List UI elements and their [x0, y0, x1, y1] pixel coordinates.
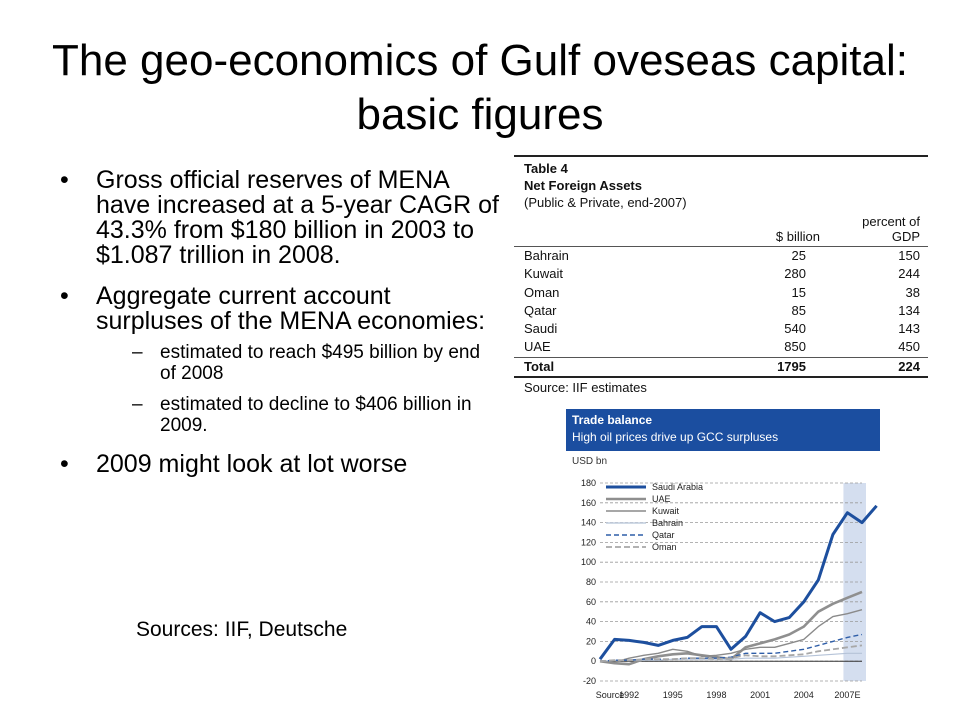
y-tick-label: 0: [590, 656, 596, 667]
cell-gdp: 450: [898, 339, 920, 355]
table-header: [514, 155, 928, 212]
legend-label: Kuwait: [652, 506, 680, 516]
cell-usd: 280: [784, 266, 806, 282]
cell-usd: 15: [791, 284, 806, 300]
y-tick-label: 180: [580, 478, 596, 488]
legend-label: Qatar: [652, 530, 675, 540]
cell-usd: 540: [784, 321, 806, 337]
table-total-row: [514, 357, 928, 378]
table-row: [514, 265, 928, 283]
subbullet-2009: – estimated to decline to $406 billion in 2009.: [132, 394, 500, 436]
table-row: [514, 320, 928, 338]
table-row: [514, 247, 928, 265]
chart-title: Trade balance: [572, 413, 653, 427]
table-subtitle: (Public & Private, end-2007): [524, 195, 687, 210]
y-tick-label: -20: [582, 676, 596, 686]
table-column-headers: [514, 212, 928, 247]
y-tick-label: 160: [580, 497, 596, 508]
y-tick-label: 60: [585, 596, 596, 607]
x-tick-label: Source: [595, 690, 625, 700]
cell-country: Total: [524, 358, 555, 374]
cell-country: UAE: [524, 339, 551, 355]
x-tick-label: 1998: [706, 690, 727, 700]
bullet-list: [60, 168, 500, 493]
x-tick-label: 1995: [662, 690, 683, 700]
sources-text: Sources: IIF, Deutsche: [136, 618, 348, 641]
cell-usd: 1795: [777, 358, 806, 374]
cell-usd: 25: [791, 248, 806, 263]
table-source: Source: IIF estimates: [524, 380, 647, 396]
cell-usd: 850: [784, 339, 806, 355]
series-line-saudi-arabia: [600, 506, 877, 659]
cell-country: Bahrain: [524, 248, 569, 263]
table-row: [514, 338, 928, 356]
table-title: Net Foreign Assets: [524, 178, 642, 193]
chart-banner: [566, 409, 880, 451]
table-row: [514, 302, 928, 320]
cell-country: Kuwait: [524, 266, 564, 282]
net-foreign-assets-table: [514, 155, 928, 398]
series-line-kuwait: [600, 610, 862, 663]
column-header-usd: $ billion: [775, 229, 820, 244]
column-header-gdp: [862, 214, 920, 244]
column-header-gdp-line1: percent of: [862, 214, 920, 229]
cell-gdp: 150: [898, 248, 920, 263]
y-tick-label: 40: [585, 616, 596, 627]
subbullet-list: [96, 342, 500, 436]
x-tick-label: 1992: [619, 690, 640, 700]
table-row: [514, 284, 928, 302]
y-tick-label: 20: [585, 636, 596, 647]
x-tick-label: 2004: [793, 690, 814, 700]
column-header-gdp-line2: GDP: [891, 229, 920, 244]
y-tick-label: 120: [580, 537, 596, 548]
chart-subtitle: High oil prices drive up GCC surpluses: [572, 430, 779, 444]
cell-usd: 85: [791, 302, 806, 318]
cell-gdp: 38: [905, 284, 920, 300]
x-tick-label: 2007E: [834, 690, 861, 700]
bullet-surpluses: [60, 284, 500, 436]
trade-balance-chart: [566, 409, 880, 720]
subbullet-2008: – estimated to reach $495 billion by end of 2008: [132, 342, 500, 384]
cell-country: Saudi: [524, 321, 558, 337]
x-tick-label: 2001: [750, 690, 771, 700]
y-tick-label: 140: [580, 517, 596, 528]
legend-label: UAE: [652, 494, 671, 504]
slide-title: The geo-economics of Gulf oveseas capital: basic figures: [51, 36, 908, 139]
bullet-2009-outlook: • 2009 might look at lot worse: [60, 452, 500, 477]
legend-label: Bahrain: [652, 518, 684, 528]
table-body: [514, 247, 928, 378]
chart-unit-label: USD bn: [572, 456, 608, 467]
y-tick-label: 80: [585, 577, 596, 587]
cell-gdp: 224: [898, 358, 920, 374]
y-tick-label: 100: [580, 557, 596, 568]
cell-gdp: 134: [898, 302, 920, 318]
legend-label: Saudi Arabia: [652, 482, 704, 492]
bullet-reserves: • Gross official reserves of MENA have increased at a 5-year CAGR of 43.3% from $180 billion in 2003 to $1.087 trillion in 2008.: [60, 168, 500, 268]
legend-label: Oman: [652, 542, 677, 552]
table-label: Table 4: [524, 161, 568, 176]
cell-gdp: 143: [898, 321, 920, 337]
cell-country: Qatar: [524, 302, 557, 318]
bullet-surpluses-text: Aggregate current account surpluses of the MENA economies:: [96, 282, 486, 335]
cell-gdp: 244: [898, 266, 920, 282]
chart-plot: [566, 469, 880, 717]
cell-country: Oman: [524, 284, 560, 300]
